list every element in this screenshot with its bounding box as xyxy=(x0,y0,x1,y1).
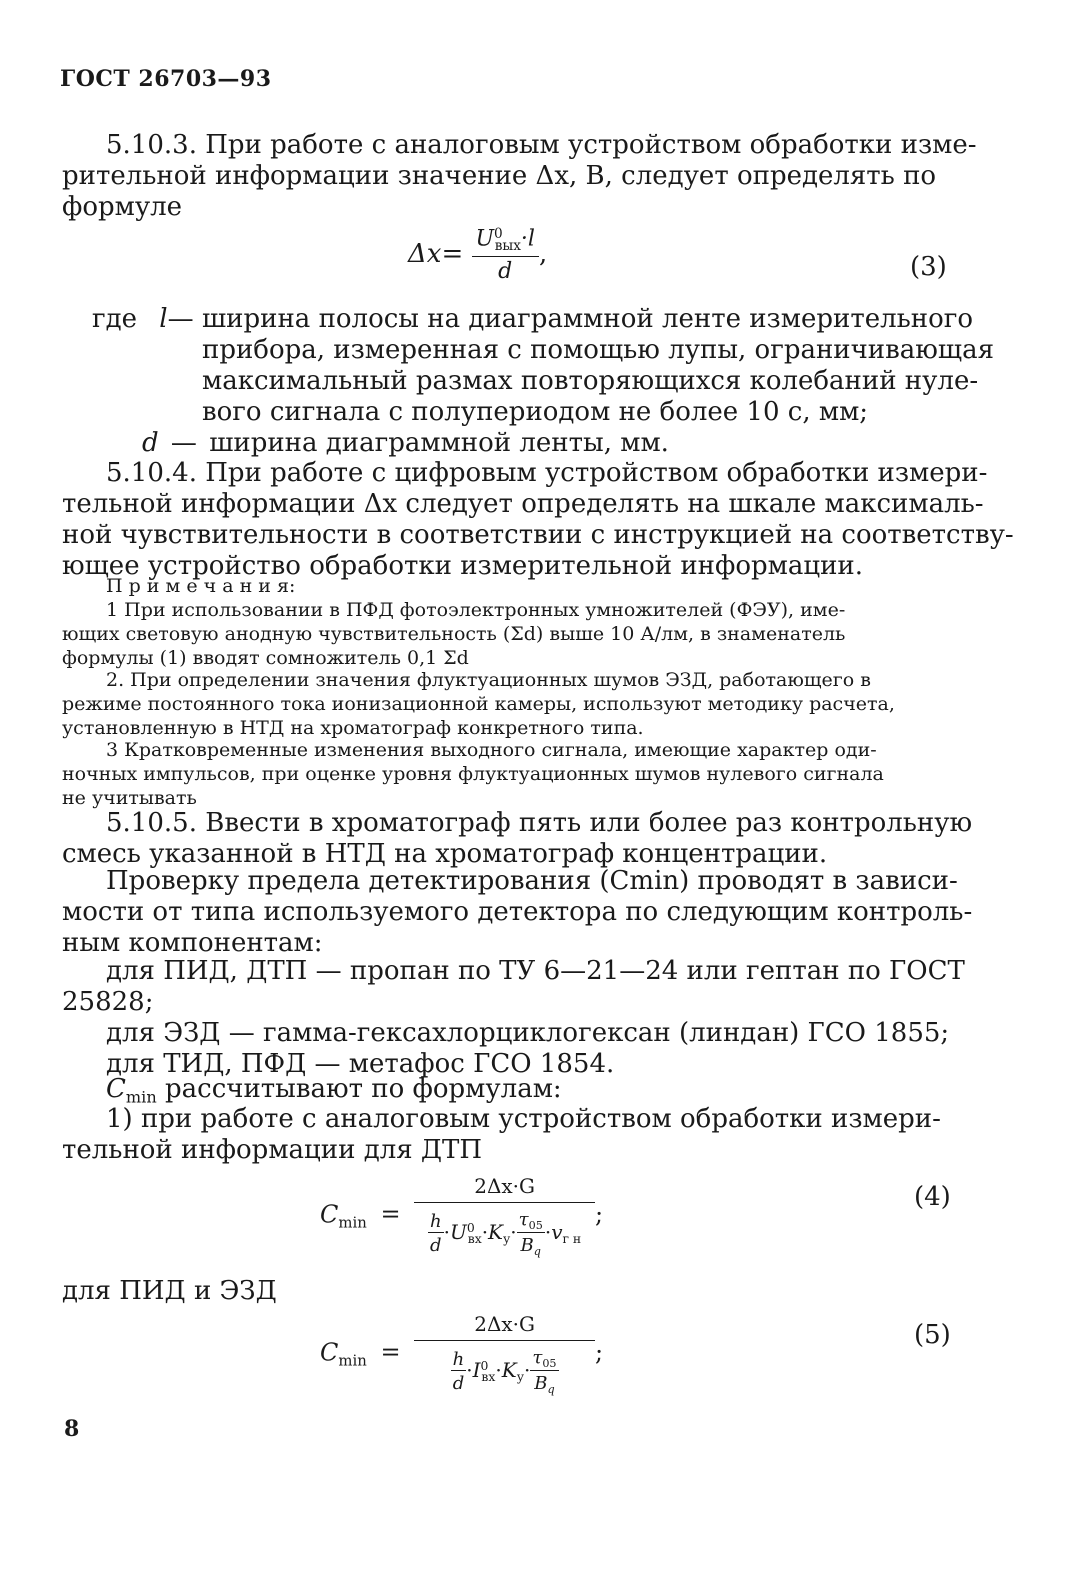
paragraph-5-10-3 xyxy=(62,130,977,223)
formula-5: $C_{min}$ = 2Δx·G $\frac{h}{d}$ $\cdot I^0_{вх}\cdot K_у\cdot$ $\frac{\tau_{05}}{B_q}$ ; xyxy=(320,1312,604,1396)
paragraph-item-1: 1) при работе с аналоговым устройством обработки измери- тельной информации для ДТП xyxy=(62,1104,941,1165)
equation-number-4: (4) xyxy=(914,1182,951,1212)
paragraph-cmin-calc: $C_{min}$ рассчитывают по формулам: xyxy=(106,1074,562,1107)
paragraph-pid-ezd: для ПИД и ЭЗД xyxy=(62,1276,277,1306)
text-line: 5.10.3. При работе с аналоговым устройством обработки изме- xyxy=(106,130,977,160)
note-3: 3 Кратковременные изменения выходного сигнала, имеющие характер оди- ночных импульсов, при оценке уровня флуктуационных шумов нулевого сигнала не учитывать xyxy=(62,739,884,809)
formula-4-denominator: $\frac{h}{d}$ $\cdot U^0_{вх}\cdot K_у\cdot$ $\frac{\tau_{05}}{B_q}$ $\cdot v_{г н}$ xyxy=(430,1209,582,1258)
paragraph-check: Проверку предела детектирования (Cmin) проводят в зависи- мости от типа используемого детектора по следующим контроль- ным компонентам: xyxy=(62,866,973,958)
formula-3-denominator: d xyxy=(498,259,513,285)
formula-3-lhs: Δx= xyxy=(408,239,464,270)
where-l-row: где l— xyxy=(92,304,194,334)
note-1: 1 При использовании в ПФД фотоэлектронных умножителей (ФЭУ), име- ющих световую анодную чувствительность (Σd) выше 10 А/лм, в знаменатель формулы (1) вводят сомножитель 0,1 Σd xyxy=(62,599,846,669)
formula-5-fraction xyxy=(414,1312,595,1396)
note-2: 2. При определении значения флуктуационных шумов ЭЗД, работающего в режиме постоянного тока ионизационной камеры, используют методику расчета, установленную в НТД на хроматограф конкретного типа. xyxy=(62,669,895,739)
paragraph-5-10-5: 5.10.5. Ввести в хроматограф пять или более раз контрольную смесь указанной в НТД на хроматограф концентрации. xyxy=(62,808,973,869)
formula-5-denominator: $\frac{h}{d}$ $\cdot I^0_{вх}\cdot K_у\cdot$ $\frac{\tau_{05}}{B_q}$ xyxy=(452,1347,557,1396)
notes-heading: П р и м е ч а н и я: xyxy=(106,575,296,597)
equation-number-5: (5) xyxy=(914,1320,951,1350)
equation-number-3: (3) xyxy=(910,252,947,282)
formula-3-numerator: $U^0_{вых}\cdot l$ xyxy=(472,226,539,257)
formula-4-fraction xyxy=(414,1174,595,1258)
formula-3-fraction xyxy=(472,226,539,284)
text-line: формуле xyxy=(62,192,183,222)
document-header: ГОСТ 26703—93 xyxy=(60,66,272,92)
formula-3: Δx= $\frac{U^0_{вых}\cdot l}{d}$ , xyxy=(408,226,548,285)
formula-4-numerator: 2Δx·G xyxy=(414,1174,595,1203)
where-l-definition: ширина полосы на диаграммной ленте измерительного прибора, измеренная с помощью лупы, ограничивающая максимальный размах повторяющихся колебаний нуле- вого сигнала с полупериодом не более 10 с, мм; xyxy=(202,304,994,427)
where-d-row: d — ширина диаграммной ленты, мм. xyxy=(142,428,669,458)
formula-4: $C_{min}$ = 2Δx·G $\frac{h}{d}$ $\cdot U^0_{вх}\cdot K_у\cdot$ $\frac{\tau_{05}}{B_q}$ $\cdot v_{г н}$ ; xyxy=(320,1174,604,1258)
page-number: 8 xyxy=(64,1416,80,1442)
text-line: рительной информации значение Δx, В, следует определять по xyxy=(62,161,937,191)
formula-5-numerator: 2Δx·G xyxy=(414,1312,595,1341)
paragraph-5-10-4: 5.10.4. При работе с цифровым устройством обработки измери- тельной информации Δx следует определять на шкале максималь- ной чувствительности в соответствии с инструкцией на соответству- ющее устройство обработки измерительной информации. xyxy=(62,458,1014,581)
paragraph-components: для ПИД, ДТП — пропан по ТУ 6—21—24 или гептан по ГОСТ 25828; для ЭЗД — гамма-гексахлорциклогексан (линдан) ГСО 1855; для ТИД, ПФД — метафос ГСО 1854. xyxy=(62,956,965,1079)
